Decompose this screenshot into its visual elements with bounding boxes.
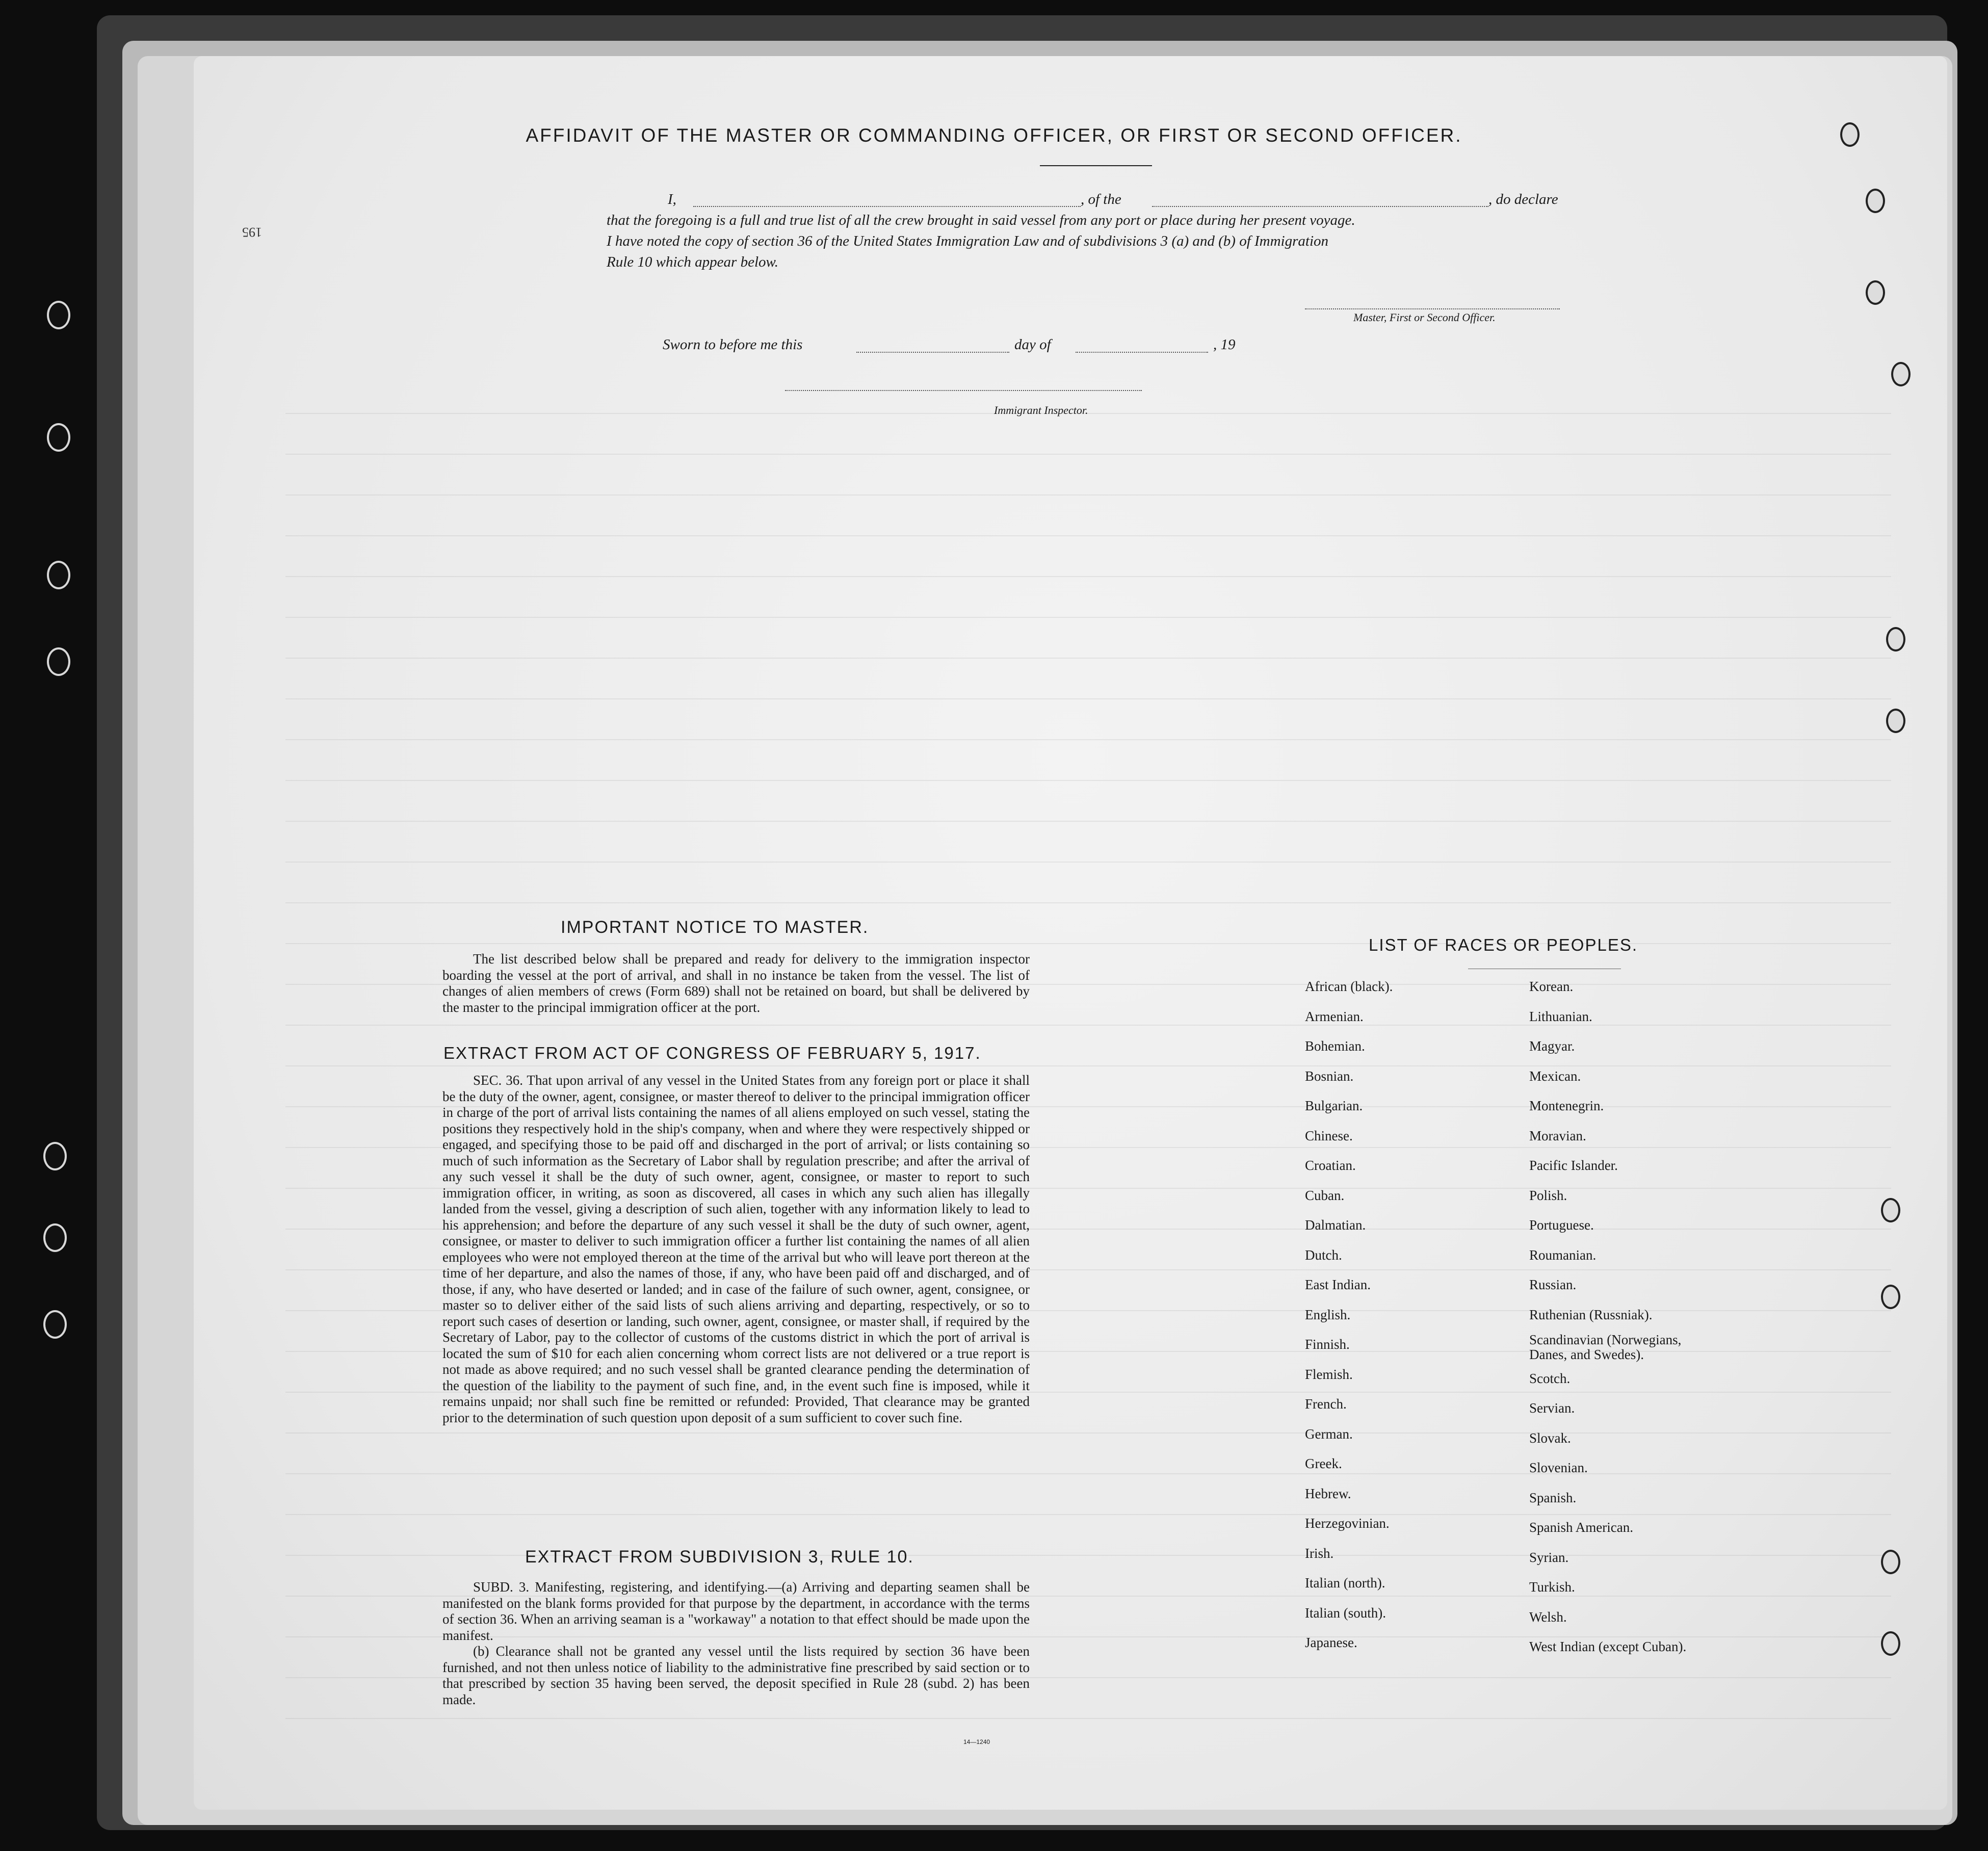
act-title: EXTRACT FROM ACT OF CONGRESS OF FEBRUARY 5, 1917. <box>443 1044 981 1062</box>
races-title: LIST OF RACES OR PEOPLES. <box>1369 935 1638 954</box>
race-item: Finnish. <box>1305 1337 1350 1352</box>
race-item: Roumanian. <box>1529 1247 1597 1263</box>
subdivision-paragraph-a: SUBD. 3. Manifesting, registering, and identifying.—(a) Arriving and departing seamen shall be manifested on the blank forms provided for that purpose by the department, in accordance with the terms of section 36. When an arriving seaman is a "workaway" a notation to that effect should be made upon the manifest. <box>442 1579 1030 1643</box>
race-item: West Indian (except Cuban). <box>1529 1639 1687 1654</box>
master-caption: Master, First or Second Officer. <box>1353 311 1496 324</box>
race-item: Chinese. <box>1305 1128 1353 1143</box>
race-item: Servian. <box>1529 1400 1575 1416</box>
affidavit-of-the: , of the <box>1081 191 1121 207</box>
punch-hole-icon <box>47 423 70 452</box>
subdivision-paragraph-b: (b) Clearance shall not be granted any vessel until the lists required by section 36 have been furnished, and not then unless notice of liability to the administrative fine prescribed by said section or to that prescribed by section 35 having been served, the deposit specified in Rule 28 (subd. 2) has been made. <box>442 1644 1030 1707</box>
race-item: Portuguese. <box>1529 1217 1594 1233</box>
race-item: Mexican. <box>1529 1068 1581 1084</box>
sworn-month-blank <box>1076 352 1208 353</box>
race-item: Spanish. <box>1529 1490 1577 1505</box>
name-blank <box>693 206 1081 207</box>
affidavit-i: I, <box>668 191 676 207</box>
race-item: Welsh. <box>1529 1609 1567 1625</box>
race-item: Magyar. <box>1529 1038 1575 1054</box>
title-underline <box>1040 165 1152 166</box>
margin-note: 195 <box>242 225 262 240</box>
affidavit-declare: , do declare <box>1488 191 1558 207</box>
race-item: Slovenian. <box>1529 1460 1588 1475</box>
punch-hole-icon <box>47 561 70 589</box>
race-item: Irish. <box>1305 1545 1334 1561</box>
punch-hole-icon <box>1881 1631 1900 1656</box>
affidavit-line3: I have noted the copy of section 36 of the United States Immigration Law and of subdivisions 3 (a) and (b) of Immigration <box>607 233 1329 249</box>
race-item: French. <box>1305 1396 1347 1412</box>
subdivision-body <box>442 1579 1030 1708</box>
race-item: Turkish. <box>1529 1579 1575 1595</box>
race-item: Japanese. <box>1305 1635 1357 1650</box>
punch-hole-icon <box>43 1223 67 1252</box>
form-number: 14—1240 <box>963 1738 990 1745</box>
notice-title: IMPORTANT NOTICE TO MASTER. <box>561 918 869 937</box>
punch-hole-icon <box>1886 709 1905 733</box>
punch-hole-icon <box>1881 1198 1900 1222</box>
vessel-blank <box>1152 206 1488 207</box>
punch-hole-icon <box>1891 362 1911 386</box>
inspector-caption: Immigrant Inspector. <box>994 404 1088 416</box>
race-item: Russian. <box>1529 1277 1577 1292</box>
race-item: Croatian. <box>1305 1158 1356 1173</box>
race-item: Bosnian. <box>1305 1068 1354 1084</box>
section-36-paragraph: SEC. 36. That upon arrival of any vessel in the United States from any foreign port or place it shall be the duty of the owner, agent, consignee, or master thereof to deliver to the principal immigration officer in charge of the port of arrival lists containing the names of all aliens employed on such vessel, stating the positions they respectively hold in the ship's company, when and where they were respectively shipped or engaged, and specifying those to be paid off and discharged in the port of arrival; or lists containing so much of such information as the Secretary of Labor shall by regulation prescribe; and after the arrival of any such vessel it shall be the duty of such owner, agent, consignee, or master to report to such immigration officer, in writing, as soon as discovered, all cases in which any such alien has illegally landed from the vessel, giving a description of such alien, together with any information likely to lead to his apprehension; and before the departure of any such vessel it shall be the duty of such owner, agent, consignee, or master to deliver to such immigration officer a further list containing the names of all alien employees who were not employed thereon at the time of the arrival but who will leave port thereon at the time of her departure, and also the names of those, if any, who have been paid off and discharged, and of those, if any, who have deserted or landed; and in case of the failure of such owner, agent, consignee, or master so to deliver either of the said lists of such aliens arriving and departing, respectively, or so to report such cases of desertion or landing, such owner, agent, consignee, or master shall, if required by the Secretary of Labor, pay to the collector of customs of the customs district in which the port of arrival is located the sum of $10 for each alien concerning whom correct lists are not delivered or a true report is not made as above required; and no such vessel shall be granted clearance pending the determination of the question of the liability to the payment of such fine, and, in the event such fine is imposed, while it remains unpaid; nor shall such fine be remitted or refunded: Provided, That clearance may be granted prior to the determination of such question upon deposit of a sum sufficient to cover such fine. <box>442 1073 1030 1425</box>
race-item: East Indian. <box>1305 1277 1371 1292</box>
punch-hole-icon <box>47 301 70 329</box>
race-item: Bulgarian. <box>1305 1098 1363 1113</box>
punch-hole-icon <box>43 1310 67 1339</box>
race-item: Bohemian. <box>1305 1038 1365 1054</box>
punch-hole-icon <box>1886 627 1905 651</box>
affidavit-line2: that the foregoing is a full and true list of all the crew brought in said vessel from any port or place during her present voyage. <box>607 212 1355 228</box>
race-item: Polish. <box>1529 1187 1567 1203</box>
race-item: Scandinavian (Norwegians, Danes, and Swedes). <box>1529 1332 1682 1362</box>
race-item: Dalmatian. <box>1305 1217 1366 1233</box>
race-item: German. <box>1305 1426 1353 1442</box>
race-item: Korean. <box>1529 979 1574 994</box>
race-item: Hebrew. <box>1305 1485 1351 1501</box>
race-item: Pacific Islander. <box>1529 1158 1618 1173</box>
race-item: Italian (south). <box>1305 1605 1386 1621</box>
punch-hole-icon <box>1866 280 1885 305</box>
affidavit-title: AFFIDAVIT OF THE MASTER OR COMMANDING OFFICER, OR FIRST OR SECOND OFFICER. <box>526 125 1462 146</box>
sworn-day-blank <box>856 352 1009 353</box>
race-item: Italian (north). <box>1305 1575 1385 1591</box>
race-item: Montenegrin. <box>1529 1098 1604 1113</box>
race-item: African (black). <box>1305 979 1393 994</box>
notice-paragraph: The list described below shall be prepared and ready for delivery to the immigration inspector boarding the vessel at the port of arrival, and shall in no instance be taken from the vessel. The list of changes of alien members of crews (Form 689) shall not be retained on board, but shall be delivered by the master to the principal immigration officer at the port. <box>442 951 1030 1015</box>
race-item: English. <box>1305 1307 1351 1322</box>
race-item: Spanish American. <box>1529 1520 1633 1535</box>
master-signature-line <box>1305 308 1560 309</box>
year-text: , 19 <box>1213 336 1236 353</box>
punch-hole-icon <box>1881 1285 1900 1309</box>
punch-hole-icon <box>1866 189 1885 213</box>
punch-hole-icon <box>1840 122 1860 147</box>
punch-hole-icon <box>1881 1550 1900 1574</box>
race-item: Syrian. <box>1529 1549 1569 1565</box>
sworn-text: Sworn to before me this <box>663 336 803 353</box>
race-item: Scotch. <box>1529 1370 1571 1386</box>
notice-body <box>442 951 1030 1015</box>
race-item: Flemish. <box>1305 1366 1353 1382</box>
race-item: Armenian. <box>1305 1008 1364 1024</box>
race-item: Cuban. <box>1305 1187 1345 1203</box>
race-item: Greek. <box>1305 1456 1342 1471</box>
inspector-signature-line <box>785 390 1142 391</box>
subdivision-title: EXTRACT FROM SUBDIVISION 3, RULE 10. <box>525 1547 914 1567</box>
race-item: Lithuanian. <box>1529 1008 1592 1024</box>
race-item: Moravian. <box>1529 1128 1586 1143</box>
race-item: Ruthenian (Russniak). <box>1529 1307 1653 1322</box>
race-item: Herzegovinian. <box>1305 1516 1390 1531</box>
act-body <box>442 1073 1030 1426</box>
day-of-text: day of <box>1014 336 1051 353</box>
race-item: Dutch. <box>1305 1247 1342 1263</box>
race-item: Slovak. <box>1529 1430 1571 1446</box>
punch-hole-icon <box>47 647 70 676</box>
punch-hole-icon <box>43 1142 67 1170</box>
affidavit-line4: Rule 10 which appear below. <box>607 254 778 270</box>
